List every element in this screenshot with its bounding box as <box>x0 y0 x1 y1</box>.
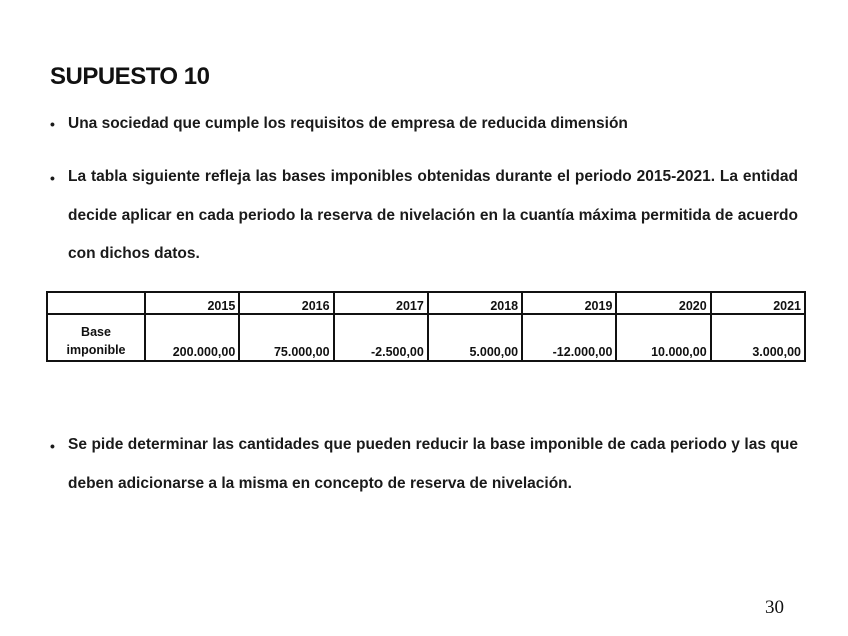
bullet-item-1 <box>48 114 798 134</box>
year-header: 2017 <box>334 292 428 314</box>
row-label <box>47 314 145 361</box>
value-cell: 200.000,00 <box>145 314 239 361</box>
table-header-row <box>47 292 805 314</box>
year-header: 2020 <box>616 292 710 314</box>
bullet-text: La tabla siguiente refleja las bases imponibles obtenidas durante el periodo 2015-2021. La entidad decide aplicar en cada periodo la reserva de nivelación en la cuantía máxima permitida de acuerdo con dichos datos. <box>68 168 798 262</box>
bullet-icon: • <box>50 116 55 132</box>
value-cell: 75.000,00 <box>239 314 333 361</box>
bullet-icon: • <box>50 438 55 454</box>
year-header: 2021 <box>711 292 805 314</box>
year-header: 2019 <box>522 292 616 314</box>
row-label-line: imponible <box>66 343 126 357</box>
value-cell: -2.500,00 <box>334 314 428 361</box>
row-label-line: Base <box>81 325 111 339</box>
year-header: 2015 <box>145 292 239 314</box>
bases-imponibles-table <box>46 291 806 362</box>
bullet-item-3 <box>48 426 798 503</box>
value-cell: -12.000,00 <box>522 314 616 361</box>
year-header: 2018 <box>428 292 522 314</box>
bullet-text: Se pide determinar las cantidades que pueden reducir la base imponible de cada periodo y las que deben adicionarse a la misma en concepto de reserva de nivelación. <box>68 436 798 492</box>
bullet-text: Una sociedad que cumple los requisitos de empresa de reducida dimensión <box>68 115 628 132</box>
bullet-icon: • <box>50 170 55 186</box>
slide-title: SUPUESTO 10 <box>50 63 210 90</box>
bullet-item-2 <box>48 158 798 274</box>
table-corner-cell <box>47 292 145 314</box>
value-cell: 5.000,00 <box>428 314 522 361</box>
page-number: 30 <box>765 597 784 618</box>
year-header: 2016 <box>239 292 333 314</box>
value-cell: 10.000,00 <box>616 314 710 361</box>
value-cell: 3.000,00 <box>711 314 805 361</box>
table-row <box>47 314 805 361</box>
